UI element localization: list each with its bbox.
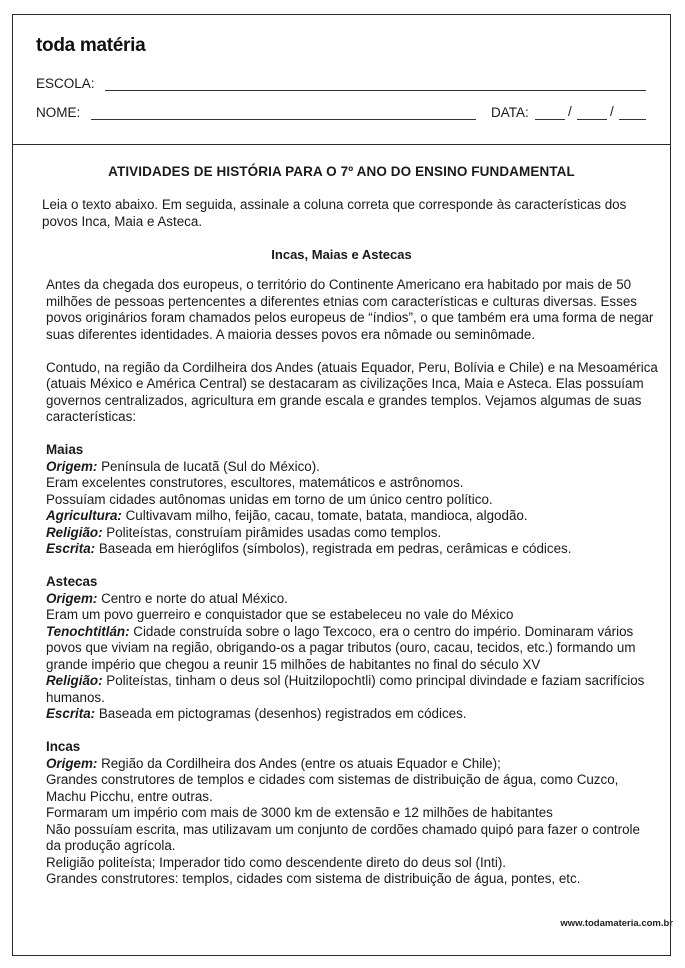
maias-origem: Origem: Península de Iucatã (Sul do México). [46, 458, 320, 474]
incas-line-5: Grandes construtores: templos, cidades com sistema de distribuição de água, pontes, etc. [46, 871, 581, 886]
page-title: ATIVIDADES DE HISTÓRIA PARA O 7º ANO DO ENSINO FUNDAMENTAL [108, 164, 575, 179]
name-label: NOME: [36, 105, 81, 120]
maias-religiao: Religião: Politeístas, construíam pirâmides usadas como templos. [46, 524, 442, 540]
date-year-line [619, 119, 646, 120]
worksheet-frame [12, 14, 671, 956]
incas-line-3: Não possuíam escrita, mas utilizavam um conjunto de cordões chamado quipó para fazer o controle da produção agrícola. [46, 821, 640, 853]
paragraph-2: Contudo, na região da Cordilheira dos Andes (atuais Equador, Peru, Bolívia e Chile) e na Mesoamérica (atuais México e América Central) se destacaram as civilizações Inca, Maia e Asteca. Elas possuíam governos centralizados, agricultura em grande escala e grandes templos. Vejamos algumas de suas características: [46, 359, 658, 424]
date-slash-2: / [610, 104, 614, 119]
reading-text [46, 277, 658, 888]
instructions: Leia o texto abaixo. Em seguida, assinale a coluna correta que corresponde às características dos povos Inca, Maia e Asteca. [42, 197, 627, 229]
paragraph-1: Antes da chegada dos europeus, o território do Continente Americano era habitado por mais de 50 milhões de pessoas pertencentes a diferentes etnias com características e culturas diversas. Esses povos originários foram chamados pelos europeus de “índios”, o que também era uma forma de negar suas diferentes identidades. A maioria desses povos era nômade ou seminômade. [46, 277, 654, 342]
incas-origem: Origem: Região da Cordilheira dos Andes (entre os atuais Equador e Chile); [46, 755, 501, 771]
section-title-maias: Maias [46, 442, 84, 457]
maias-escrita: Escrita: Baseada em hieróglifos (símbolos), registrada em pedras, cerâmicas e códices. [46, 541, 572, 556]
incas-line-2: Formaram um império com mais de 3000 km de extensão e 12 milhões de habitantes [46, 805, 553, 820]
footer-url: www.todamateria.com.br [560, 918, 673, 929]
date-slash-1: / [568, 104, 572, 119]
astecas-escrita: Escrita: Baseada em pictogramas (desenhos) registrados em códices. [46, 706, 467, 721]
astecas-line-1: Eram um povo guerreiro e conquistador que se estabeleceu no vale do México [46, 607, 514, 622]
incas-line-1: Grandes construtores de templos e cidades com sistemas de distribuição de água, como Cuzco, Machu Picchu, entre outras. [46, 772, 619, 804]
astecas-religiao: Religião: Politeístas, tinham o deus sol (Huitzilopochtli) como principal divindade e faziam sacrifícios humanos. [46, 673, 645, 705]
date-label: DATA: [491, 105, 529, 120]
incas-line-4: Religião politeísta; Imperador tido como descendente direto do deus sol (Inti). [46, 854, 507, 870]
date-month-line [577, 119, 607, 120]
maias-agricultura: Agricultura: Cultivavam milho, feijão, cacau, tomate, batata, mandioca, algodão. [46, 508, 528, 523]
maias-line-2: Possuíam cidades autônomas unidas em torno de um único centro político. [46, 491, 493, 507]
name-line [91, 119, 476, 120]
school-line [105, 90, 646, 91]
astecas-origem: Origem: Centro e norte do atual México. [46, 590, 288, 606]
section-title-astecas: Astecas [46, 574, 98, 589]
astecas-tenochtitlan: Tenochtitlán: Cidade construída sobre o lago Texcoco, era o centro do império. Dominaram vários povos que viviam na região, obrigando-os a pagar tributos (ouro, cacau, tecidos, etc.) formando um grande império que chegou a reunir 15 milhões de habitantes no final do século XV [46, 623, 636, 672]
maias-line-1: Eram excelentes construtores, escultores, matemáticos e astrônomos. [46, 475, 464, 490]
text-subtitle: Incas, Maias e Astecas [271, 247, 412, 262]
school-label: ESCOLA: [36, 76, 95, 91]
section-title-incas: Incas [46, 739, 81, 754]
worksheet-header [13, 15, 670, 145]
logo: toda matéria [36, 35, 146, 56]
date-day-line [535, 119, 565, 120]
